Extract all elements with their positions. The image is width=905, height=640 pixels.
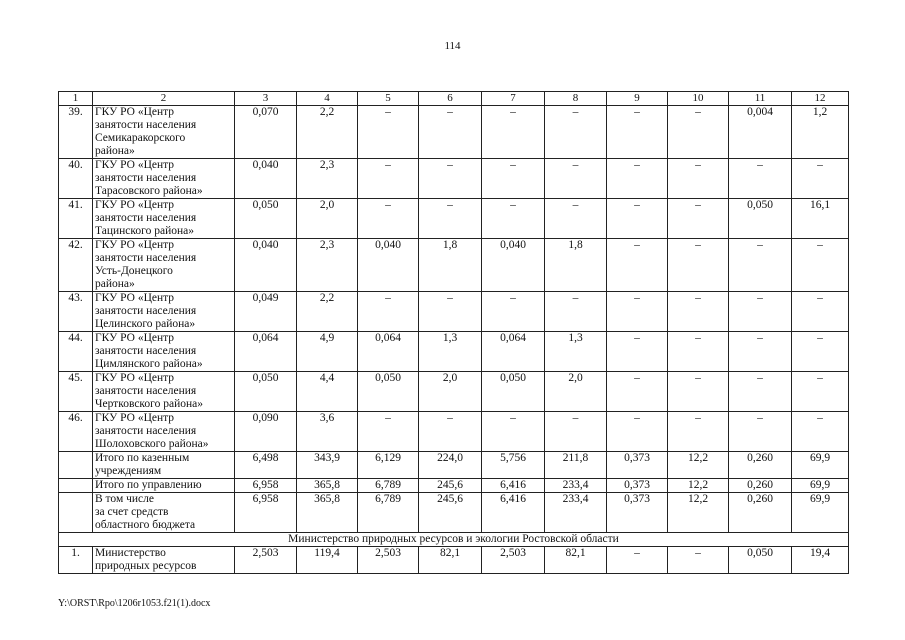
table-row bbox=[59, 239, 849, 292]
column-header: 3 bbox=[235, 92, 297, 106]
table-cell: 1,3 bbox=[545, 332, 607, 372]
table-row bbox=[59, 547, 849, 574]
table-cell: – bbox=[419, 199, 482, 239]
table-cell: – bbox=[792, 239, 849, 292]
column-number-row bbox=[59, 92, 849, 106]
column-header: 12 bbox=[792, 92, 849, 106]
file-path-footer: Y:\ORST\Rpo\1206r1053.f21(1).docx bbox=[58, 598, 211, 609]
table-cell: – bbox=[607, 199, 668, 239]
row-name: ГКУ РО «Центр занятости населения Целинского района» bbox=[93, 292, 235, 332]
column-header: 1 bbox=[59, 92, 93, 106]
row-name: Итого по казенным учреждениям bbox=[93, 452, 235, 479]
column-header: 7 bbox=[482, 92, 545, 106]
row-number bbox=[59, 479, 93, 493]
table-cell: – bbox=[607, 412, 668, 452]
page-number: 114 bbox=[444, 40, 461, 52]
table-row bbox=[59, 372, 849, 412]
data-table bbox=[58, 91, 849, 574]
table-cell: – bbox=[668, 547, 729, 574]
table-cell: 0,373 bbox=[607, 452, 668, 479]
table-cell: 211,8 bbox=[545, 452, 607, 479]
table-cell: – bbox=[607, 372, 668, 412]
table-cell: 2,3 bbox=[297, 239, 358, 292]
column-header: 4 bbox=[297, 92, 358, 106]
table-cell: 4,9 bbox=[297, 332, 358, 372]
table-cell: – bbox=[668, 106, 729, 159]
column-header: 2 bbox=[93, 92, 235, 106]
column-header: 9 bbox=[607, 92, 668, 106]
table-cell: – bbox=[482, 412, 545, 452]
table-cell: 1,8 bbox=[545, 239, 607, 292]
row-name: ГКУ РО «Центр занятости населения Цимлянского района» bbox=[93, 332, 235, 372]
row-name: ГКУ РО «Центр занятости населения Тарасовского района» bbox=[93, 159, 235, 199]
row-name: ГКУ РО «Центр занятости населения Семикаракорского района» bbox=[93, 106, 235, 159]
table-cell: – bbox=[729, 159, 792, 199]
table-cell: – bbox=[607, 547, 668, 574]
row-number: 1. bbox=[59, 547, 93, 574]
table-cell: 0,040 bbox=[358, 239, 419, 292]
table-cell: 6,958 bbox=[235, 493, 297, 533]
table-cell: 2,503 bbox=[358, 547, 419, 574]
row-name: ГКУ РО «Центр занятости населения Усть-Донецкого района» bbox=[93, 239, 235, 292]
row-number bbox=[59, 452, 93, 479]
table-cell: 0,004 bbox=[729, 106, 792, 159]
table-cell: – bbox=[482, 292, 545, 332]
table-cell: 245,6 bbox=[419, 493, 482, 533]
table-row bbox=[59, 332, 849, 372]
table-cell: 1,8 bbox=[419, 239, 482, 292]
table-cell: 4,4 bbox=[297, 372, 358, 412]
row-number: 46. bbox=[59, 412, 93, 452]
table-cell: 2,0 bbox=[419, 372, 482, 412]
table-cell: – bbox=[729, 292, 792, 332]
table-cell: 0,040 bbox=[235, 159, 297, 199]
row-number: 42. bbox=[59, 239, 93, 292]
table-cell: 5,756 bbox=[482, 452, 545, 479]
table-cell: – bbox=[419, 159, 482, 199]
table-cell: 0,070 bbox=[235, 106, 297, 159]
table-cell: – bbox=[545, 106, 607, 159]
table-cell: – bbox=[792, 412, 849, 452]
section-header-row bbox=[59, 533, 849, 547]
column-header: 11 bbox=[729, 92, 792, 106]
table-cell: 233,4 bbox=[545, 479, 607, 493]
table-cell: – bbox=[419, 412, 482, 452]
table-cell: 19,4 bbox=[792, 547, 849, 574]
table-cell: – bbox=[358, 412, 419, 452]
table-cell: 343,9 bbox=[297, 452, 358, 479]
table-cell: 0,260 bbox=[729, 493, 792, 533]
table-cell: – bbox=[358, 159, 419, 199]
table-row bbox=[59, 106, 849, 159]
table-cell: 12,2 bbox=[668, 479, 729, 493]
table-cell: 12,2 bbox=[668, 493, 729, 533]
row-name: ГКУ РО «Центр занятости населения Шолоховского района» bbox=[93, 412, 235, 452]
table-cell: – bbox=[668, 159, 729, 199]
table-cell: 0,373 bbox=[607, 493, 668, 533]
table-cell: 0,040 bbox=[235, 239, 297, 292]
table-cell: 0,049 bbox=[235, 292, 297, 332]
table-cell: 0,040 bbox=[482, 239, 545, 292]
table-cell: 0,050 bbox=[235, 199, 297, 239]
table-cell: 0,064 bbox=[482, 332, 545, 372]
row-number: 43. bbox=[59, 292, 93, 332]
table-cell: 0,050 bbox=[358, 372, 419, 412]
table-cell: – bbox=[668, 199, 729, 239]
table-cell: – bbox=[545, 292, 607, 332]
table-cell: 119,4 bbox=[297, 547, 358, 574]
table-cell: 3,6 bbox=[297, 412, 358, 452]
table-cell: – bbox=[607, 106, 668, 159]
row-name: ГКУ РО «Центр занятости населения Чертковского района» bbox=[93, 372, 235, 412]
column-header: 8 bbox=[545, 92, 607, 106]
row-name: Министерство природных ресурсов bbox=[93, 547, 235, 574]
table-cell: – bbox=[668, 372, 729, 412]
row-name: ГКУ РО «Центр занятости населения Тацинского района» bbox=[93, 199, 235, 239]
table-cell: – bbox=[729, 332, 792, 372]
table-cell: 2,503 bbox=[482, 547, 545, 574]
table-cell: 6,789 bbox=[358, 493, 419, 533]
table-cell: 0,260 bbox=[729, 452, 792, 479]
table-cell: – bbox=[729, 239, 792, 292]
table-cell: 0,050 bbox=[482, 372, 545, 412]
table-cell: 0,064 bbox=[235, 332, 297, 372]
table-cell: – bbox=[419, 292, 482, 332]
table-cell: – bbox=[607, 292, 668, 332]
table-cell: 2,2 bbox=[297, 292, 358, 332]
table-cell: 6,789 bbox=[358, 479, 419, 493]
table-cell: 1,2 bbox=[792, 106, 849, 159]
table-cell: – bbox=[729, 372, 792, 412]
table-cell: – bbox=[482, 199, 545, 239]
table-row bbox=[59, 493, 849, 533]
table-cell: – bbox=[545, 199, 607, 239]
row-number bbox=[59, 493, 93, 533]
table-cell: 2,0 bbox=[297, 199, 358, 239]
table-cell: – bbox=[668, 332, 729, 372]
table-cell: – bbox=[545, 159, 607, 199]
table-cell: 224,0 bbox=[419, 452, 482, 479]
table-cell: 69,9 bbox=[792, 452, 849, 479]
table-cell: 6,498 bbox=[235, 452, 297, 479]
column-header: 6 bbox=[419, 92, 482, 106]
row-number: 45. bbox=[59, 372, 93, 412]
table-cell: – bbox=[358, 292, 419, 332]
table-cell: 6,129 bbox=[358, 452, 419, 479]
table-cell: 2,503 bbox=[235, 547, 297, 574]
table-cell: 82,1 bbox=[419, 547, 482, 574]
row-name: В том числе за счет средств областного бюджета bbox=[93, 493, 235, 533]
table-cell: – bbox=[419, 106, 482, 159]
table-row bbox=[59, 199, 849, 239]
table-row bbox=[59, 452, 849, 479]
table-cell: – bbox=[792, 292, 849, 332]
table-cell: – bbox=[668, 239, 729, 292]
table-cell: – bbox=[358, 106, 419, 159]
table-row bbox=[59, 412, 849, 452]
table-cell: – bbox=[729, 412, 792, 452]
table-row bbox=[59, 479, 849, 493]
table-cell: 2,3 bbox=[297, 159, 358, 199]
table-cell: 0,050 bbox=[235, 372, 297, 412]
column-header: 5 bbox=[358, 92, 419, 106]
table-cell: 0,050 bbox=[729, 199, 792, 239]
table-cell: – bbox=[792, 372, 849, 412]
table-cell: – bbox=[607, 239, 668, 292]
table-cell: 2,0 bbox=[545, 372, 607, 412]
row-number: 44. bbox=[59, 332, 93, 372]
table-cell: – bbox=[668, 292, 729, 332]
table-cell: 0,090 bbox=[235, 412, 297, 452]
table-cell: – bbox=[607, 332, 668, 372]
table-cell: 245,6 bbox=[419, 479, 482, 493]
table-cell: 6,958 bbox=[235, 479, 297, 493]
table-row bbox=[59, 292, 849, 332]
row-number: 39. bbox=[59, 106, 93, 159]
table-cell: 82,1 bbox=[545, 547, 607, 574]
row-number: 41. bbox=[59, 199, 93, 239]
table-cell: 0,373 bbox=[607, 479, 668, 493]
table-cell: – bbox=[792, 332, 849, 372]
table-cell: 69,9 bbox=[792, 493, 849, 533]
table-cell: – bbox=[545, 412, 607, 452]
table-cell: 69,9 bbox=[792, 479, 849, 493]
table-cell: 365,8 bbox=[297, 479, 358, 493]
table-cell: – bbox=[792, 159, 849, 199]
section-title: Министерство природных ресурсов и экологии Ростовской области bbox=[59, 533, 849, 547]
table-cell: – bbox=[668, 412, 729, 452]
table-row bbox=[59, 159, 849, 199]
table-cell: 2,2 bbox=[297, 106, 358, 159]
column-header: 10 bbox=[668, 92, 729, 106]
table-cell: 16,1 bbox=[792, 199, 849, 239]
table-cell: 6,416 bbox=[482, 479, 545, 493]
table-cell: – bbox=[358, 199, 419, 239]
table-cell: 0,260 bbox=[729, 479, 792, 493]
table-cell: – bbox=[607, 159, 668, 199]
table-cell: 0,050 bbox=[729, 547, 792, 574]
table-cell: 6,416 bbox=[482, 493, 545, 533]
table-cell: – bbox=[482, 159, 545, 199]
table-cell: 233,4 bbox=[545, 493, 607, 533]
table-cell: 1,3 bbox=[419, 332, 482, 372]
table-cell: 12,2 bbox=[668, 452, 729, 479]
table-cell: – bbox=[482, 106, 545, 159]
table-cell: 0,064 bbox=[358, 332, 419, 372]
row-name: Итого по управлению bbox=[93, 479, 235, 493]
row-number: 40. bbox=[59, 159, 93, 199]
table-cell: 365,8 bbox=[297, 493, 358, 533]
